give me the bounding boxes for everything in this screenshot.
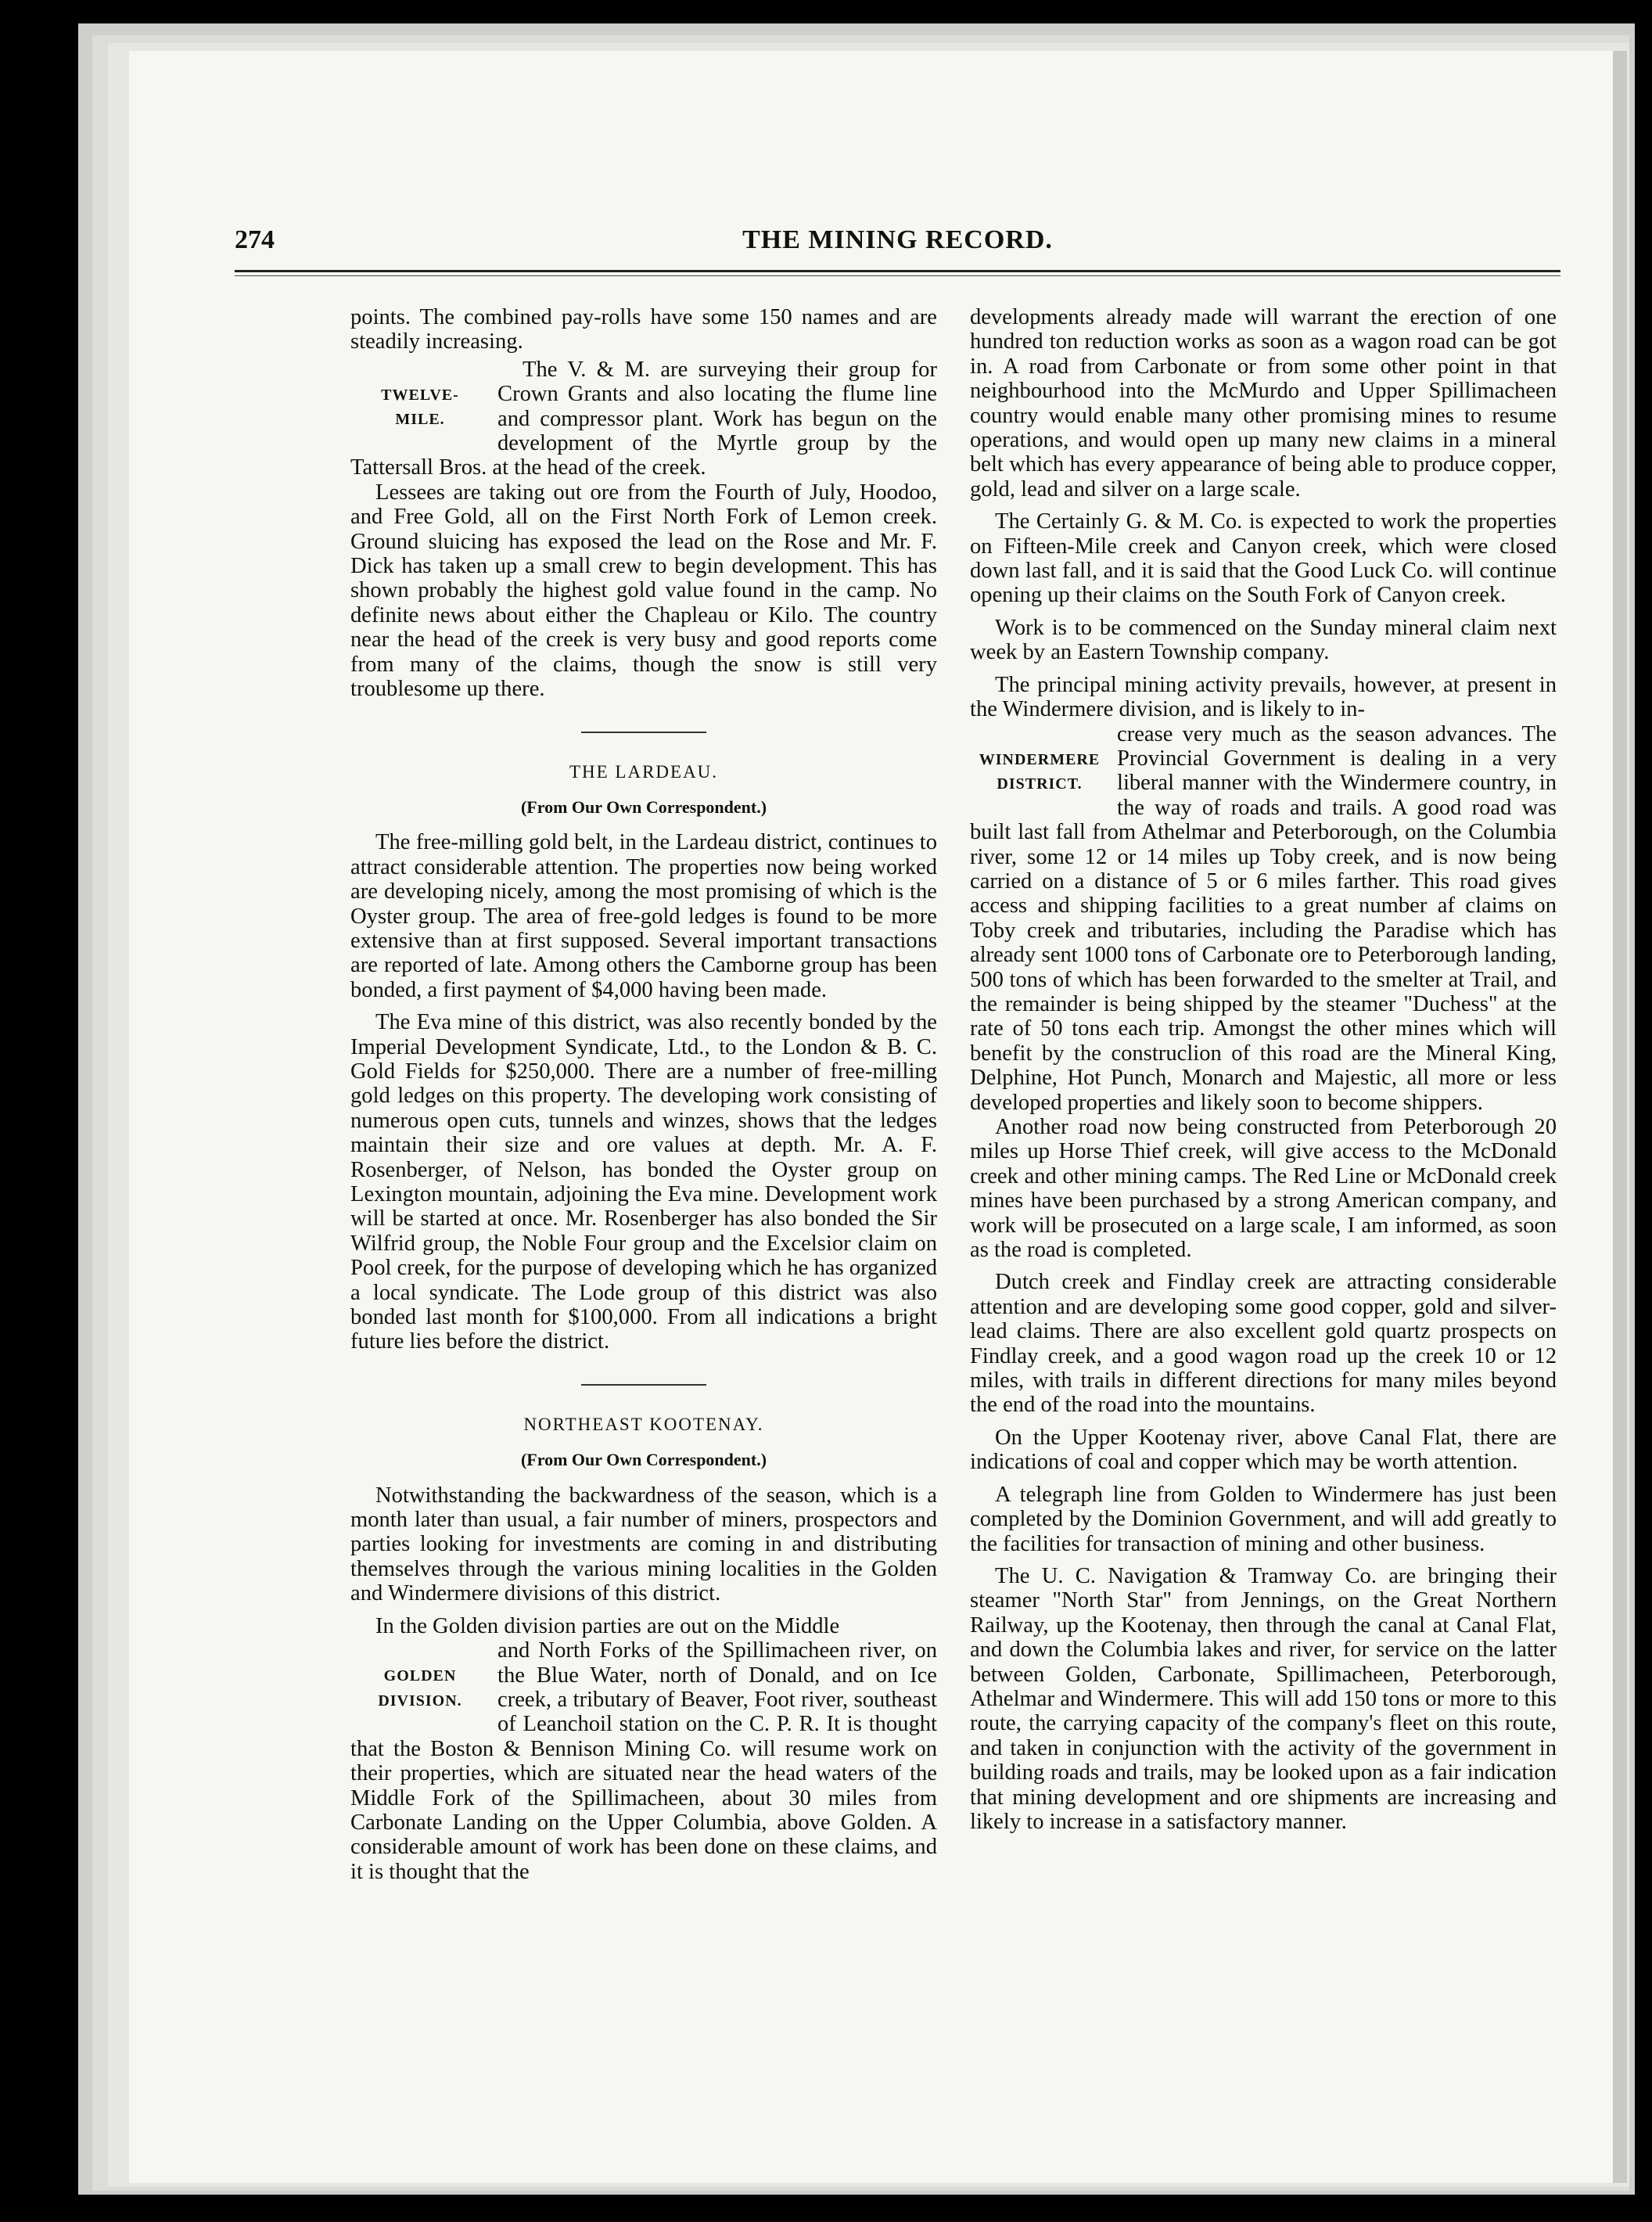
- left-column: [350, 305, 937, 1884]
- section-title-lardeau: THE LARDEAU.: [569, 761, 719, 782]
- paragraph: The Eva mine of this district, was also recently bonded by the Imperial Development Syndicate, Ltd., to the London & B. C. Gold Fields for $250,000. There are a number of free-milling gold ledges on this property. The developing work consisting of numerous open cuts, tunnels and winzes, shows that the ledges maintain their size and ore values at depth. Mr. A. F. Rosenberger, of Nelson, has bonded the Oyster group on Lexington mountain, adjoining the Eva mine. Development work will be started at once. Mr. Rosenberger has also bonded the Sir Wilfrid group, the Noble Four group and the Excelsior claim on Pool creek, for the purpose of developing which he has organized a local syndicate. The Lode group of this district was also bonded last month for $100,000. From all indications a bright future lies before the district.: [350, 1010, 937, 1354]
- paragraph: The U. C. Navigation & Tramway Co. are bringing their steamer "North Star" from Jennings, on the Great Northern Railway, up the Kootenay, then through the canal at Canal Flat, and down the Columbia lakes and river, for service on the latter between Golden, Carbonate, Spillimacheen, Peterborough, Athelmar and Windermere. This will add 150 tons or more to this route, the carrying capacity of the company's fleet on this route, and taken in conjunction with the activity of the government in building roads and trails, may be looked upon as a fair indication that mining development and ore shipments are increasing and likely to increase in a satisfactory manner.: [970, 1563, 1557, 1834]
- paragraph: The V. & M. are surveying their group for Crown Grants and also locating the flume line and compressor plant. Work has begun on the development of the Myrtle group by the Tattersall Bros. at the head of the creek.: [350, 357, 937, 480]
- side-heading-windermere: [970, 724, 1109, 797]
- side-heading-line: DISTRICT.: [997, 775, 1083, 793]
- paragraph: The principal mining activity prevails, however, at present in the Windermere division, and is likely to in-: [970, 672, 1557, 722]
- section-separator: [581, 732, 706, 733]
- running-title: THE MINING RECORD.: [742, 225, 1053, 254]
- side-heading-golden: [350, 1640, 490, 1713]
- side-heading-twelve-mile: [350, 359, 490, 433]
- paragraph: crease very much as the season advances. The Provincial Government is dealing in a very liberal manner with the Windermere country, in the way of roads and trails. A good road was built last fall from Athelmar and Peterborough, on the Columbia river, some 12 or 14 miles up Toby creek, and is now being carried on a distance of 5 or 6 miles farther. This road gives access and shipping facilities to a great number af claims on Toby creek and tributaries, including the Paradise which has already sent 1000 tons of Carbonate ore to Peterborough landing, 500 tons of which has been forwarded to the smelter at Trail, and the remainder is being shipped by the steamer "Duchess" at the rate of 50 tons each trip. Amongst the other mines which will benefit by the construclion of this road are the Mineral King, Delphine, Hot Punch, Monarch and Majestic, all more or less developed properties and likely soon to become shippers.: [970, 721, 1557, 1115]
- paragraph: Work is to be commenced on the Sunday mineral claim next week by an Eastern Township company.: [970, 615, 1557, 665]
- paragraph: Dutch creek and Findlay creek are attracting considerable attention and are developing some good copper, gold and silver-lead claims. There are also excellent gold quartz prospects on Findlay creek, and a good wagon road up the creek 10 or 12 miles, with trails in different directions for many miles beyond the end of the road into the mountains.: [970, 1270, 1557, 1418]
- side-heading-line: TWELVE-: [381, 386, 459, 404]
- right-column: [970, 305, 1557, 1834]
- paragraph: developments already made will warrant the erection of one hundred ton reduction works as soon as a wagon road can be got in. A road from Carbonate or from some other point in that neighbourhood into the McMurdo and Upper Spillimacheen country would enable many other promising mines to resume operations, and would open up many new claims in a mineral belt which has every appearance of being able to produce copper, gold, lead and silver on a large scale.: [970, 305, 1557, 502]
- paragraph: points. The combined pay-rolls have some 150 names and are steadily increasing.: [350, 305, 937, 354]
- side-heading-line: WINDERMERE: [979, 750, 1101, 768]
- section-title-northeast-kootenay: NORTHEAST KOOTENAY.: [523, 1414, 764, 1434]
- side-heading-line: GOLDEN: [383, 1667, 457, 1685]
- paragraph: Lessees are taking out ore from the Fourth of July, Hoodoo, and Free Gold, all on the First North Fork of Lemon creek. Ground sluicing has exposed the lead on the Rose and Mr. F. Dick has taken up a small crew to begin development. This has shown probably the highest gold value found in the camp. No definite news about either the Chapleau or Kilo. The country near the head of the creek is very busy and good reports come from many of the claims, though the snow is still very troublesome up there.: [350, 480, 937, 702]
- byline: (From Our Own Correspondent.): [520, 1450, 767, 1470]
- header-rule-thin: [235, 275, 1560, 276]
- page-number: 274: [235, 225, 275, 254]
- paragraph: In the Golden division parties are out on the Middle: [375, 1613, 840, 1638]
- paragraph: Notwithstanding the backwardness of the season, which is a month later than usual, a fair number of miners, prospectors and parties looking for investments are coming in and distributing themselves through the various mining localities in the Golden and Windermere divisions of this district.: [350, 1483, 937, 1606]
- paragraph: On the Upper Kootenay river, above Canal Flat, there are indications of coal and copper which may be worth attention.: [970, 1425, 1557, 1475]
- header-rule: [235, 270, 1560, 272]
- side-heading-line: DIVISION.: [378, 1692, 462, 1710]
- page-shadow: [1613, 51, 1627, 2183]
- twelve-mile-section: [350, 358, 937, 480]
- golden-division-section: [350, 1638, 937, 1884]
- paragraph: Another road now being constructed from Peterborough 20 miles up Horse Thief creek, will give access to the McDonald creek and other mining camps. The Red Line or McDonald creek mines have been purchased by a strong American company, and work will be prosecuted on a large scale, I am informed, as soon as the road is completed.: [970, 1115, 1557, 1263]
- paragraph: The Certainly G. & M. Co. is expected to work the properties on Fifteen-Mile creek and Canyon creek, which were closed down last fall, and it is said that the Good Luck Co. will continue opening up their claims on the South Fork of Canyon creek.: [970, 509, 1557, 608]
- side-heading-line: MILE.: [395, 411, 445, 429]
- paragraph: A telegraph line from Golden to Windermere has just been completed by the Dominion Government, and will add greatly to the facilities for transaction of mining and other business.: [970, 1482, 1557, 1556]
- page-header: [235, 225, 1560, 264]
- windermere-district-section: [970, 722, 1557, 1116]
- paragraph: The free-milling gold belt, in the Lardeau district, continues to attract considerable attention. The properties now being worked are developing nicely, among the most promising of which is the Oyster group. The area of free-gold ledges is found to be more extensive than at first supposed. Several important transactions are reported of late. Among others the Camborne group has been bonded, a first payment of $4,000 having been made.: [350, 830, 937, 1002]
- paragraph: and North Forks of the Spillimacheen river, on the Blue Water, north of Donald, and on Ice creek, a tributary of Beaver, Foot river, southeast of Leanchoil station on the C. P. R. It is thought that the Boston & Bennison Mining Co. will resume work on their properties, which are situated near the head waters of the Middle Fork of the Spillimacheen, about 30 miles from Carbonate Landing on the Upper Columbia, above Golden. A considerable amount of work has been done on these claims, and it is thought that the: [350, 1638, 937, 1884]
- section-separator: [581, 1384, 706, 1386]
- byline: (From Our Own Correspondent.): [520, 796, 767, 817]
